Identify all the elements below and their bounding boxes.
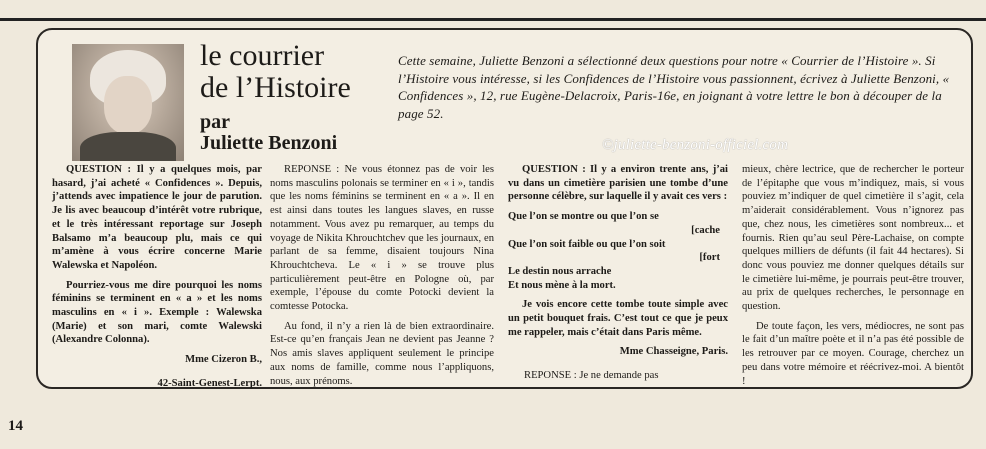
top-rule <box>0 18 986 21</box>
author-portrait <box>72 44 184 161</box>
watermark: ©juliette-benzoni-officiel.com <box>602 137 789 153</box>
letter-2-question-2: Je vois encore cette tombe toute simple avec un petit bouquet frais. C’est tout ce que je peux me rappeler, mais c’était dans Paris même. <box>508 299 728 338</box>
letter-1-column <box>52 163 262 391</box>
answer-2-start: REPONSE : Je ne demande pas <box>524 370 659 382</box>
answer-1-paragraph-1: REPONSE : Ne vous étonnez pas de voir les noms masculins polonais se terminer en « i », tandis que les noms féminins se terminent en « a ». Il en est ainsi dans toutes les langues slaves, en russe notamment. Vous avez pu remarquer, au temps du voyage de Nikita Khrouchtchev que les journaux, en parlant de sa femme, disaient toujours Nina Khrouchtcheva. Le « i » se trouve plus particulièrement peut-être en Pologne où, par exemple, l’épouse du comte Potocki devient la comtesse Potocka. <box>270 164 494 313</box>
intro-paragraph: Cette semaine, Juliette Benzoni a sélectionné deux questions pour notre « Courrier de l’Histoire ». Si l’Histoire vous intéresse, si les Confidences de l’Histoire vous passionnent, écrivez à Juliette Benzoni, « Confidences », 12, rue Eugène-Delacroix, Paris-16e, en joignant à votre lettre le bon à découper de la page 52. <box>398 53 950 121</box>
answer-2-column <box>742 163 964 394</box>
answer-2-paragraph-1: mieux, chère lectrice, que de rechercher le porteur de l’épitaphe que vous m’indiquez, mais, si vous pouviez m’indiquer de quel cimetière il s’agit, cela m’aiderait considérablement. Vous n’ignorez pas que, chez nous, les cimetières sont nombreux... et fournis. Rien qu’au seul Père-Lachaise, on compte quelques milliers de défunts (il fait 44 hectares). Si donc vous pouviez me donner quelques détails sur le cimetière lui-même, je pourrais peut-être trouver, au prix de quelques recherches, le personnage en question. <box>742 164 964 313</box>
title-line-1: le courrier <box>200 39 325 72</box>
poem-line-4: Et nous mène à la mort. <box>508 279 616 291</box>
letter-2-question: QUESTION : Il y a environ trente ans, j’ai vu dans un cimetière parisien une tombe d’une personne célèbre, sur laquelle il y avait ces vers : <box>508 164 728 203</box>
letter-1-question: QUESTION : Il y a quelques mois, par hasard, j’ai acheté « Confidences ». Depuis, j’attends avec impatience le jour de parution. Je lis avec beaucoup d’intérêt votre rubrique, et le très intéressant reportage sur Joseph Balsamo m’a beaucoup plu, mais ce qui m’amène à vous écrire concerne Marie Walewska et Napoléon. <box>52 164 262 271</box>
byline-par: par <box>200 111 230 133</box>
title-line-2: de l’Histoire <box>200 71 351 104</box>
page-number: 14 <box>8 418 23 434</box>
letter-1-place: 42-Saint-Genest-Lerpt. <box>157 377 262 389</box>
answer-1-column <box>270 163 494 394</box>
poem-line-1: Que l’on se montre ou que l’on se <box>508 211 659 223</box>
letter-2-column <box>508 163 728 389</box>
poem-line-2: Que l’on soit faible ou que l’on soit <box>508 238 666 250</box>
poem-line-1-end: [cache <box>691 224 720 236</box>
letter-1-question-2: Pourriez-vous me dire pourquoi les noms féminins se terminent en « a » et les noms masculins en « i ». Exemple : Walewska (Marie) et son mari, comte Walewski (Alexandre Colonna). <box>52 279 262 346</box>
epitaph-poem <box>508 210 728 292</box>
byline <box>200 112 337 154</box>
letter-2-signature: Mme Chasseigne, Paris. <box>619 346 728 358</box>
column-title <box>200 40 351 104</box>
poem-line-2-end: [fort <box>699 252 720 264</box>
byline-author: Juliette Benzoni <box>200 132 338 154</box>
answer-2-paragraph-2: De toute façon, les vers, médiocres, ne sont pas le fait d’un maître poète et il n’a pas été possible de les retrouver par ce moyen. Courage, cherchez un peu dans votre mémoire et réécrivez-moi. A bientôt ! <box>742 320 964 387</box>
answer-1-paragraph-2: Au fond, il n’y a rien là de bien extraordinaire. Est-ce qu’en français Jean ne devient pas Jeanne ? Nos amis slaves appliquent seulement le principe aux noms de famille, comme nous l’appliquons, nous, aux prénoms. <box>270 320 494 387</box>
letter-1-signature: Mme Cizeron B., <box>185 354 262 366</box>
poem-line-3: Le destin nous arrache <box>508 265 612 277</box>
